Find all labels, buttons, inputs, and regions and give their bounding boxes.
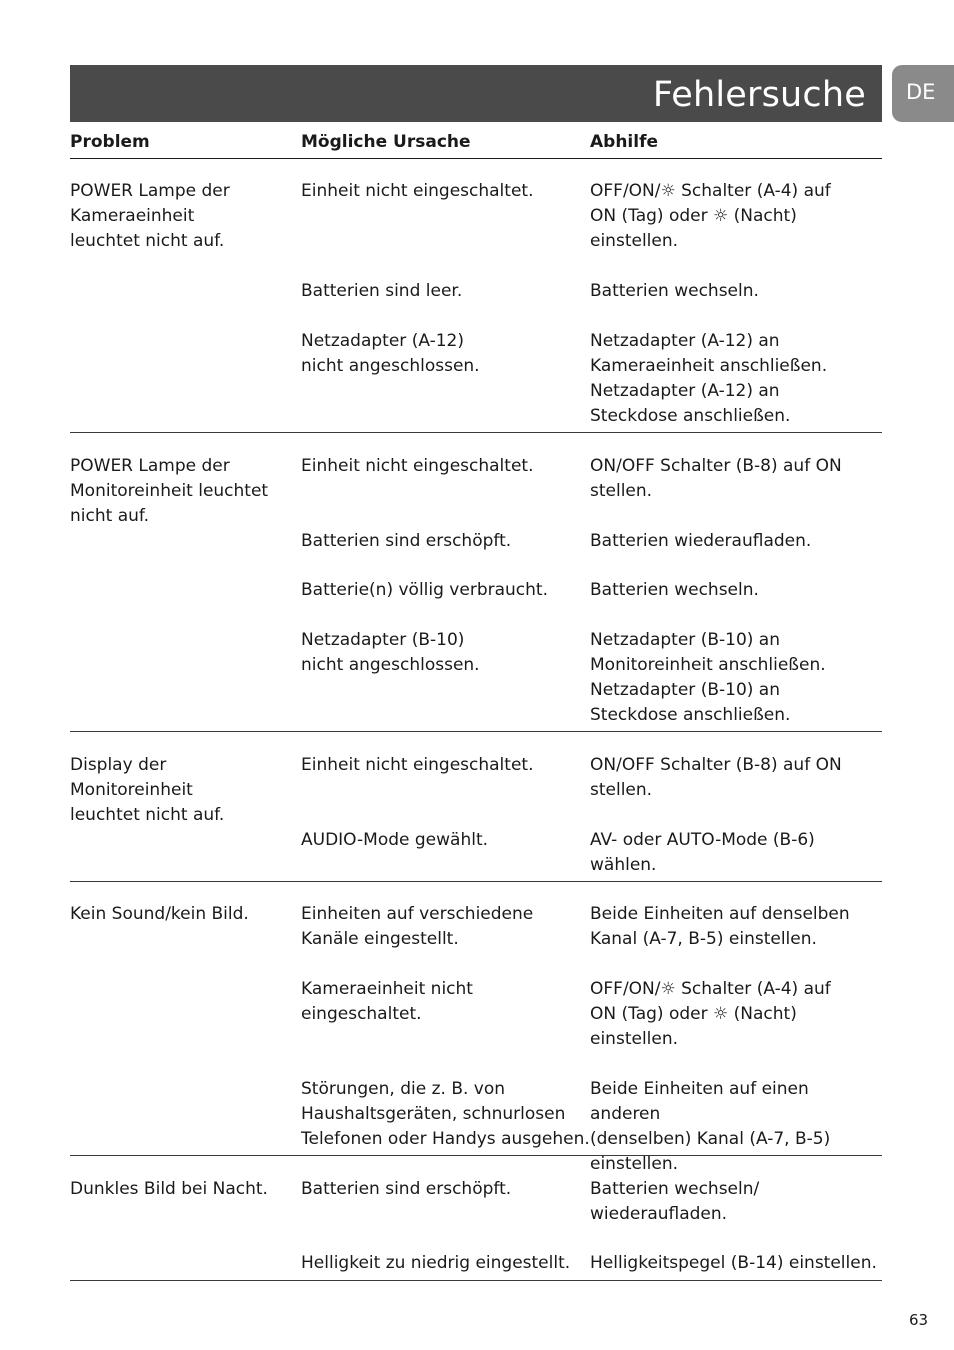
cause-text: AUDIO-Mode gewählt. — [301, 830, 489, 850]
problem-section — [70, 158, 882, 433]
remedy-text: ON/OFF Schalter (B-8) auf ON stellen. — [590, 755, 842, 800]
remedy-text: Beide Einheiten auf denselben Kanal (A-7, B-5) einstellen. — [590, 904, 850, 949]
cause-text: Netzadapter (B-10) nicht angeschlossen. — [301, 630, 480, 675]
problem-section — [70, 882, 882, 1174]
cause-text: Netzadapter (A-12) nicht angeschlossen. — [301, 331, 480, 376]
problem-text: Dunkles Bild bei Nacht. — [70, 1179, 268, 1199]
cause-text: Kameraeinheit nicht eingeschaltet. — [301, 979, 473, 1024]
cause-text: Batterien sind erschöpft. — [301, 1179, 512, 1199]
cause-text: Störungen, die z. B. von Haushaltsgeräten, schnurlosen Telefonen oder Handys ausgehen. — [301, 1079, 590, 1149]
page-title: Fehlersuche — [652, 75, 866, 115]
problem-text: POWER Lampe der Monitoreinheit leuchtet nicht auf. — [70, 456, 269, 526]
problem-text: Display der Monitoreinheit leuchtet nicht auf. — [70, 755, 225, 825]
cause-text: Einheit nicht eingeschaltet. — [301, 456, 534, 476]
language-tab — [892, 65, 954, 122]
cause-text: Einheit nicht eingeschaltet. — [301, 755, 534, 775]
cause-text: Batterien sind leer. — [301, 281, 463, 301]
remedy-text: OFF/ON/☼ Schalter (A-4) auf ON (Tag) oder ☼ (Nacht) einstellen. — [590, 181, 831, 251]
remedy-text: Batterien wiederaufladen. — [590, 531, 812, 551]
remedy-text: Netzadapter (B-10) an Monitoreinheit anschließen. Netzadapter (B-10) an Steckdose anschließen. — [590, 630, 826, 725]
problem-section — [70, 1156, 882, 1281]
cause-text: Einheit nicht eingeschaltet. — [301, 181, 534, 201]
problem-text: POWER Lampe der Kameraeinheit leuchtet nicht auf. — [70, 181, 230, 251]
remedy-text: Batterien wechseln. — [590, 580, 759, 600]
cause-text: Einheiten auf verschiedene Kanäle eingestellt. — [301, 904, 534, 949]
remedy-text: Batterien wechseln. — [590, 281, 759, 301]
page-number: 63 — [909, 1311, 929, 1329]
remedy-text: Beide Einheiten auf einen anderen (denselben) Kanal (A-7, B-5) einstellen. — [590, 1079, 831, 1174]
cause-text: Batterie(n) völlig verbraucht. — [301, 580, 548, 600]
cause-text: Helligkeit zu niedrig eingestellt. — [301, 1253, 571, 1273]
remedy-text: Netzadapter (A-12) an Kameraeinheit anschließen. Netzadapter (A-12) an Steckdose anschließen. — [590, 331, 828, 426]
column-header-cause: Mögliche Ursache — [301, 132, 471, 152]
remedy-text: OFF/ON/☼ Schalter (A-4) auf ON (Tag) oder ☼ (Nacht) einstellen. — [590, 979, 831, 1049]
column-header-problem: Problem — [70, 132, 150, 152]
table-header — [70, 130, 882, 159]
remedy-text: ON/OFF Schalter (B-8) auf ON stellen. — [590, 456, 842, 501]
problem-section — [70, 732, 882, 882]
problem-text: Kein Sound/kein Bild. — [70, 904, 249, 924]
cause-text: Batterien sind erschöpft. — [301, 531, 512, 551]
remedy-text: Helligkeitspegel (B-14) einstellen. — [590, 1253, 877, 1273]
remedy-text: AV- oder AUTO-Mode (B-6) wählen. — [590, 830, 815, 875]
column-header-remedy: Abhilfe — [590, 132, 659, 152]
problem-section — [70, 433, 882, 732]
language-label: DE — [906, 80, 936, 104]
remedy-text: Batterien wechseln/ wiederaufladen. — [590, 1179, 760, 1224]
title-bar — [70, 65, 882, 122]
